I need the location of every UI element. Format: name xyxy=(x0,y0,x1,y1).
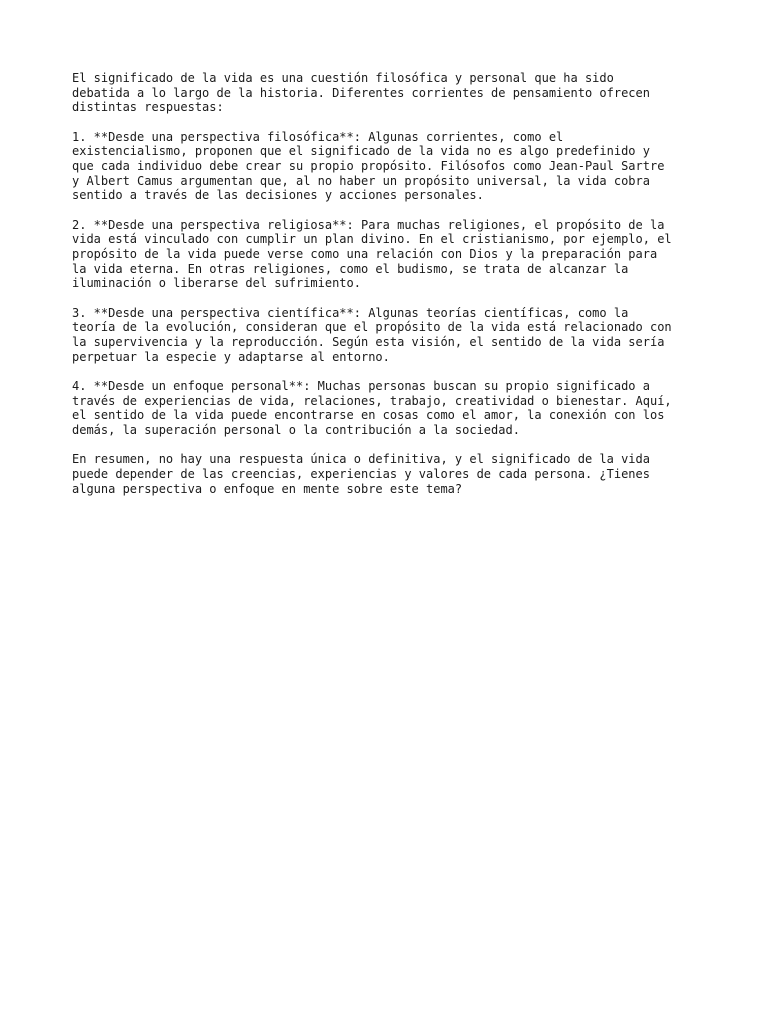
summary-paragraph: En resumen, no hay una respuesta única o definitiva, y el significado de la vida puede depender de las creencias, experiencias y valores de cada persona. ¿Tienes alguna perspectiva o enfoque en mente sobre este tema? xyxy=(72,452,650,496)
philosophical-perspective-paragraph: 1. **Desde una perspectiva filosófica**: Algunas corrientes, como el existencialismo, proponen que el significado de la vida no es algo predefinido y que cada individuo debe crear su propio propósito. Filósofos como Jean-Paul Sartre y Albert Camus argumentan que, al no haber un propósito universal, la vida cobra sentido a través de las decisiones y acciones personales. xyxy=(72,129,665,203)
intro-paragraph: El significado de la vida es una cuestión filosófica y personal que ha sido debatida a lo largo de la historia. Diferentes corrientes de pensamiento ofrecen distintas respuestas: xyxy=(72,71,650,115)
document-body xyxy=(72,71,712,511)
scientific-perspective-paragraph: 3. **Desde una perspectiva científica**: Algunas teorías científicas, como la teoría de la evolución, consideran que el propósito de la vida está relacionado con la supervivencia y la reproducción. Según esta visión, el sentido de la vida sería perpetuar la especie y adaptarse al entorno. xyxy=(72,305,672,364)
personal-perspective-paragraph: 4. **Desde un enfoque personal**: Muchas personas buscan su propio significado a través de experiencias de vida, relaciones, trabajo, creatividad o bienestar. Aquí, el sentido de la vida puede encontrarse en cosas como el amor, la conexión con los demás, la superación personal o la contribución a la sociedad. xyxy=(72,379,672,437)
religious-perspective-paragraph: 2. **Desde una perspectiva religiosa**: Para muchas religiones, el propósito de la vida está vinculado con cumplir un plan divino. En el cristianismo, por ejemplo, el propósito de la vida puede verse como una relación con Dios y la preparación para la vida eterna. En otras religiones, como el budismo, se trata de alcanzar la iluminación o liberarse del sufrimiento. xyxy=(72,217,672,291)
